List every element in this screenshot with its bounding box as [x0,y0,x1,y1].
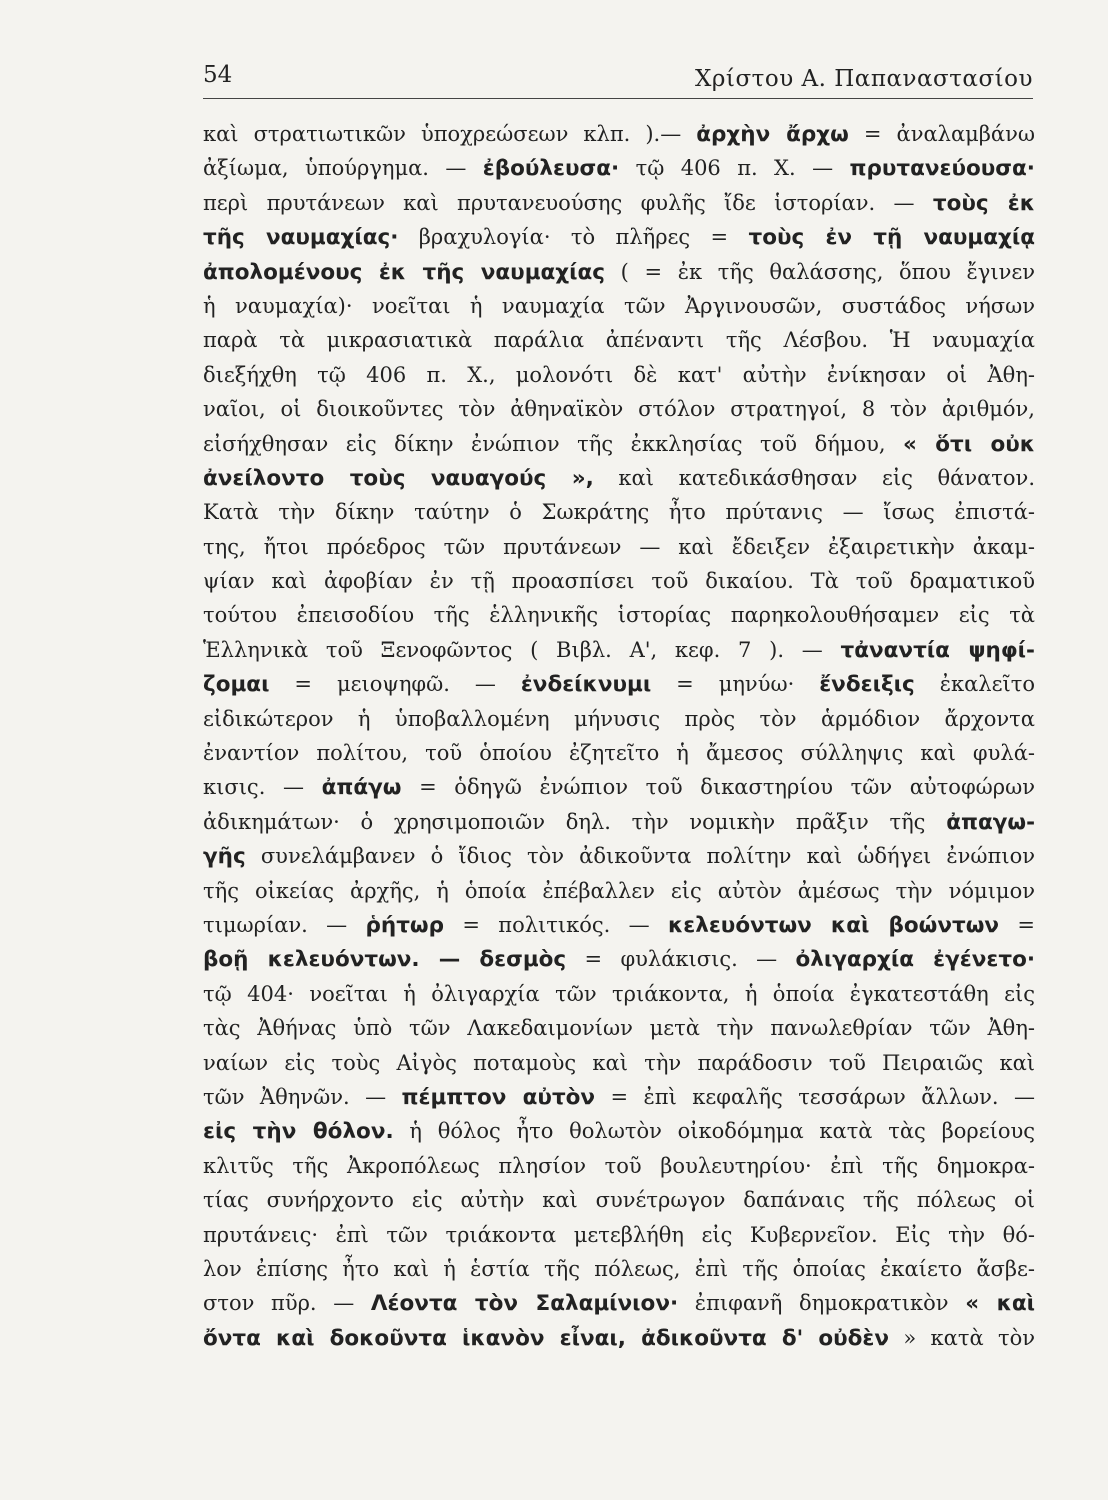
text-line [203,633,1035,667]
text-line [203,977,1035,1011]
page-number: 54 [203,62,233,88]
text-line [203,702,1035,736]
text-line [203,874,1035,908]
text-run: καὶ κατεδικάσθησαν εἰς θάνατον. [593,465,1035,490]
text-line [203,117,1035,151]
text-run: κισις. — [203,775,322,800]
text-run: συνελάμβανεν ὁ ἴδιος τὸν ἀδικοῦντα πολίτην καὶ ὡδήγει ἐνώπιον [245,844,1035,869]
text-run: Κατὰ τὴν δίκην ταύτην ὁ Σωκράτης ἦτο πρύτανις — ἴσως ἐπιστά- [203,500,1035,525]
bold-term: τοὺς ἐκ [932,190,1036,216]
bold-term: ἀπαγω- [946,809,1035,835]
text-line [203,1114,1035,1148]
text-run: ἀξίωμα, ὑπούργημα. — [203,156,483,181]
text-run: ἐναντίον πολίτου, τοῦ ὁποίου ἐζητεῖτο ἡ ἄμεσος σύλληψις καὶ φυλά- [203,741,1035,766]
text-line [203,530,1035,564]
text-line [203,1218,1035,1252]
text-run: εἰδικώτερον ἡ ὑποβαλλομένη μήνυσις πρὸς τὸν ἁρμόδιον ἄρχοντα [203,706,1035,731]
bold-term: ἀπάγω [321,775,402,801]
text-line [203,427,1035,461]
text-run: = πολιτικός. — [444,912,668,937]
text-line [203,186,1035,220]
text-line [203,1046,1035,1080]
bold-term: ἀπολομένους ἐκ τῆς ναυμαχίας [203,259,606,285]
text-line [203,564,1035,598]
text-line [203,289,1035,323]
bold-term: τοὺς ἐν τῇ ναυμαχίᾳ [748,225,1035,251]
text-run: λον ἐπίσης ἦτο καὶ ἡ ἑστία τῆς πόλεως, ἐπὶ τῆς ὁποίας ἐκαίετο ἄσβε- [203,1256,1035,1281]
text-run: στον πῦρ. — [203,1291,371,1316]
text-run: καὶ στρατιωτικῶν ὑποχρεώσεων κλπ. ).— [203,122,697,146]
text-line [203,736,1035,770]
text-line [203,151,1035,185]
bold-term: « καὶ [965,1291,1035,1317]
bold-term: ὀλιγαρχία ἐγένετο· [795,947,1036,973]
text-run: τούτου ἐπεισοδίου τῆς ἑλληνικῆς ἱστορίας παρηκολουθήσαμεν εἰς τὰ [203,603,1035,628]
text-run: = φυλάκισις. — [566,947,796,972]
text-run: ψίαν καὶ ἀφοβίαν ἐν τῇ προασπίσει τοῦ δικαίου. Τὰ τοῦ δραματικοῦ [203,569,1035,594]
text-run: της, ἤτοι πρόεδρος τῶν πρυτάνεων — καὶ ἔδειξεν ἐξαιρετικὴν ἀκαμ- [203,534,1035,559]
bold-term: ἐνδείκνυμι [520,672,652,698]
running-head: Χρίστου Α. Παπαναστασίου [695,66,1033,92]
bold-term: πρυτανεύουσα· [849,156,1035,182]
text-line [203,770,1035,804]
bold-term: πέμπτον αὐτὸν [401,1084,596,1110]
text-run: ναῖοι, οἱ διοικοῦντες τὸν ἀθηναϊκὸν στόλον στρατηγοί, 8 τὸν ἀριθμόν, [203,397,1035,422]
bold-term: τἀναντία ψηφί- [840,637,1035,663]
text-line [203,805,1035,839]
bold-term: « ὅτι οὐκ [903,431,1036,457]
text-run: ναίων εἰς τοὺς Αἰγὸς ποταμοὺς καὶ τὴν παράδοσιν τοῦ Πειραιῶς καὶ [203,1050,1035,1075]
text-line [203,358,1035,392]
text-line [203,1321,1035,1355]
text-run: = μειοψηφῶ. — [269,672,521,697]
text-run: ἐπιφανῆ δημοκρατικὸν [678,1291,966,1316]
bold-term: ἀνείλοντο τοὺς ναυαγούς », [203,465,594,491]
text-run: τῶν Ἀθηνῶν. — [203,1084,402,1109]
text-run: = μηνύω· [651,672,820,697]
text-line [203,392,1035,426]
text-line [203,598,1035,632]
text-run: παρὰ τὰ μικρασιατικὰ παράλια ἀπέναντι τῆς Λέσβου. Ἡ ναυμαχία [203,328,1035,353]
text-run: τῷ 404· νοεῖται ἡ ὀλιγαρχία τῶν τριάκοντα, ἡ ὁποία ἐγκατεστάθη εἰς [203,981,1035,1006]
bold-term: βοῇ κελευόντων. — δεσμὸς [203,947,567,973]
text-run: ( = ἐκ τῆς θαλάσσης, ὅπου ἔγινεν [605,259,1035,284]
bold-term: ὄντα καὶ δοκοῦντα ἱκανὸν εἶναι, ἀδικοῦντα δ' οὐδὲν [203,1325,890,1351]
text-line [203,1080,1035,1114]
text-line [203,667,1035,701]
text-line [203,255,1035,289]
text-run: διεξήχθη τῷ 406 π. Χ., μολονότι δὲ κατ' αὐτὴν ἐνίκησαν οἱ Ἀθη- [203,362,1035,387]
text-line [203,908,1035,942]
text-run: τῷ 406 π. Χ. — [619,156,850,181]
text-run: τιμωρίαν. — [203,912,366,937]
text-line [203,220,1035,254]
text-run: = [999,912,1035,937]
text-line [203,1286,1035,1320]
text-line [203,839,1035,873]
bold-term: ἔνδειξις [819,672,915,698]
bold-term: ῥήτωρ [365,912,444,938]
text-run: κλιτῦς τῆς Ἀκροπόλεως πλησίον τοῦ βουλευτηρίου· ἐπὶ τῆς δημοκρα- [203,1153,1035,1178]
text-line [203,323,1035,357]
text-run: Ἑλληνικὰ τοῦ Ξενοφῶντος ( Βιβλ. Α', κεφ. 7 ). — [203,637,841,662]
text-line [203,942,1035,976]
bold-term: ζομαι [203,672,270,698]
text-run: = ἀναλαμβάνω [848,122,1035,146]
text-run: τῆς οἰκείας ἀρχῆς, ἡ ὁποία ἐπέβαλλεν εἰς αὐτὸν ἀμέσως τὴν νόμιμον [203,878,1035,903]
text-run: περὶ πρυτάνεων καὶ πρυτανευούσης φυλῆς ἴδε ἱστορίαν. — [203,190,933,215]
text-line [203,1183,1035,1217]
bold-term: ἀρχὴν ἄρχω [696,122,849,147]
text-run: = ὁδηγῶ ἐνώπιον τοῦ δικαστηρίου τῶν αὐτοφώρων [401,775,1036,800]
text-run: ἡ ναυμαχία)· νοεῖται ἡ ναυμαχία τῶν Ἀργινουσῶν, συστάδος νήσων [203,293,1035,318]
text-run: ἀδικημάτων· ὁ χρησιμοποιῶν δηλ. τὴν νομικὴν πρᾶξιν τῆς [203,809,947,834]
text-line [203,1011,1035,1045]
text-run: εἰσήχθησαν εἰς δίκην ἐνώπιον τῆς ἐκκλησίας τοῦ δήμου, [203,431,904,456]
text-run: τίας συνήρχοντο εἰς αὐτὴν καὶ συνέτρωγον δαπάναις τῆς πόλεως οἱ [203,1188,1035,1213]
text-line [203,461,1035,495]
bold-term: εἰς τὴν θόλον. [203,1119,394,1145]
text-line [203,1252,1035,1286]
text-run: βραχυλογία· τὸ πλῆρες = [398,225,749,250]
text-line [203,1149,1035,1183]
text-run: τὰς Ἀθήνας ὑπὸ τῶν Λακεδαιμονίων μετὰ τὴν πανωλεθρίαν τῶν Ἀθη- [203,1016,1035,1041]
bold-term: γῆς [203,844,246,870]
page-header [203,58,1033,99]
text-run: πρυτάνεις· ἐπὶ τῶν τριάκοντα μετεβλήθη εἰς Κυβερνεῖον. Εἰς τὴν θό- [203,1222,1035,1247]
text-run: = ἐπὶ κεφαλῆς τεσσάρων ἄλλων. — [595,1084,1035,1109]
text-run: » κατὰ τὸν [889,1325,1035,1350]
bold-term: Λέοντα τὸν Σαλαμίνιον· [370,1291,679,1317]
body-text [203,117,1035,1355]
bold-term: κελευόντων καὶ βοώντων [667,912,1000,938]
text-run: ἐκαλεῖτο [914,672,1035,697]
text-run: ἡ θόλος ἦτο θολωτὸν οἰκοδόμημα κατὰ τὰς βορείους [393,1119,1035,1144]
bold-term: τῆς ναυμαχίας· [203,225,399,251]
text-line [203,495,1035,529]
bold-term: ἐβούλευσα· [482,156,620,182]
